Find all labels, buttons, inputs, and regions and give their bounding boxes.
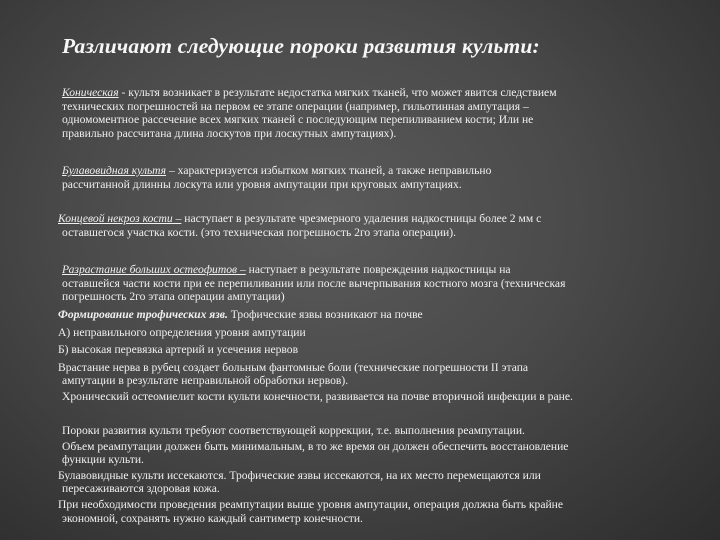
necrosis-line-1 [58, 212, 541, 226]
paragraph-trophic-ulcers [58, 308, 573, 404]
ulcers-line-5: ампутации в результате неправильной обработки нервов). [62, 374, 349, 388]
ulcers-line-4: Врастание нерва в рубец создает больным фантомные боли (технические погрешности II этапа [58, 360, 529, 374]
necrosis-line-1-text: наступает в результате чрезмерного удаления надкостницы более 2 мм с [181, 212, 542, 225]
paragraph-osteophytes [62, 263, 565, 304]
correction-line-2: Объем реампутации должен быть минимальным, в то же время он должен обеспечить восстановление [62, 439, 569, 453]
paragraph-bone-necrosis [58, 212, 541, 239]
club-line-1-text: – характеризуется избытком мягких тканей, а также неправильно [166, 164, 492, 177]
club-line-2: рассчитанной длинны лоскута или уровня ампутации при круговых ампутациях. [62, 177, 462, 191]
ulcers-line-1 [58, 308, 573, 322]
club-line-1 [62, 164, 491, 178]
conical-line-1-text: - культя возникает в результате недостатка мягких тканей, что может явится следствием [118, 86, 557, 99]
necrosis-line-2: оставшегося участка кости. (это техническая погрешность 2го этапа операции). [62, 225, 457, 239]
correction-line-3: функции культи. [62, 453, 144, 467]
conical-line-3: одномоментное рассечение всех мягких тканей с последующим перепиливанием кости; Или не [62, 113, 534, 127]
ulcers-line-1-text: Трофические язвы возникают на почве [227, 308, 423, 321]
correction-line-4: Булавовидные культи иссекаются. Трофические язвы иссекаются, на их место перемещаются или [58, 468, 541, 482]
correction-line-6: При необходимости проведения реампутации выше уровня ампутации, операция должна быть крайне [58, 497, 564, 511]
conical-line-1 [62, 86, 557, 100]
paragraph-conical-stump [62, 86, 557, 140]
term-osteophytes: Разрастание больших остеофитов – [62, 263, 246, 276]
term-club: Булавовидная культя [62, 164, 167, 177]
slide-title: Различают следующие пороки развития культи: [62, 34, 540, 58]
correction-line-1: Пороки развития культи требуют соответствующей коррекции, т.е. выполнения реампутации. [62, 424, 525, 437]
osteophytes-line-2: оставшейся части кости при ее перепиливании или после вычерпывания костного мозга (техническая [62, 276, 566, 290]
ulcers-line-6: Хронический остеомиелит кости культи конечности, развивается на почве вторичной инфекции в ране. [62, 389, 573, 403]
conical-line-2: технических погрешностей на первом ее этапе операции (например, гильотинная ампутация – [62, 99, 529, 113]
correction-line-7: экономной, сохранять нужно каждый сантиметр конечности. [62, 511, 363, 525]
term-ulcers: Формирование трофических язв. [58, 308, 228, 321]
osteophytes-line-1 [62, 263, 565, 277]
paragraph-correction [58, 424, 568, 525]
conical-line-4: правильно рассчитана длина лоскутов при лоскутных ампутациях). [62, 126, 397, 140]
osteophytes-line-1-text: наступает в результате повреждения надкостницы на [245, 263, 511, 276]
term-necrosis: Концевой некроз кости – [58, 212, 182, 225]
correction-line-5: пересаживаются здоровая кожа. [62, 482, 220, 496]
term-conical: Коническая [62, 86, 119, 99]
ulcers-line-3: Б) высокая перевязка артерий и усечения нервов [58, 343, 299, 357]
paragraph-club-stump [62, 164, 491, 191]
ulcers-line-2: А) неправильного определения уровня ампутации [58, 325, 306, 339]
osteophytes-line-3: погрешность 2го этапа операции ампутации) [62, 290, 285, 304]
